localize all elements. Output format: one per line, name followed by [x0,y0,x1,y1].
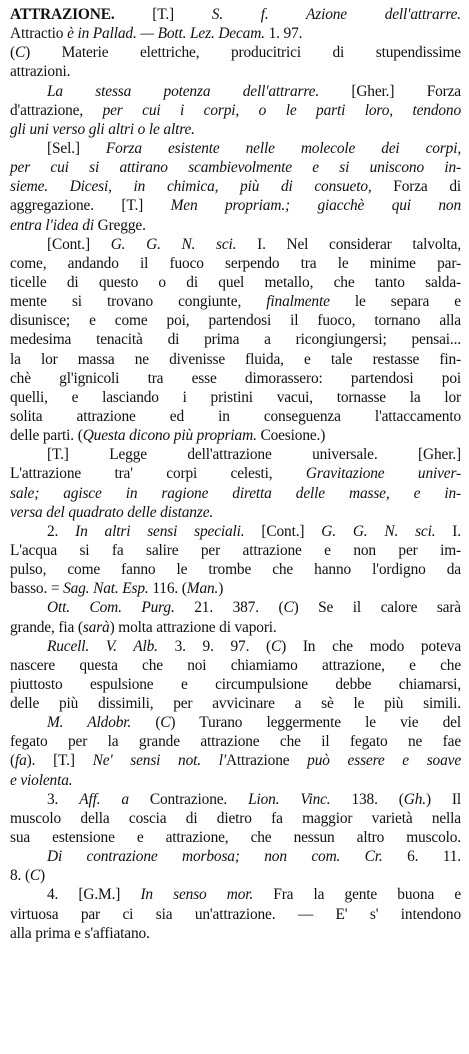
text-line [10,216,461,235]
text-segment: attrazioni. [10,63,71,81]
text-line [10,139,461,158]
text-segment: delle parti. ( [10,427,83,445]
text-segment: ( [10,44,15,62]
text-segment: 1. 97. [264,25,303,43]
text-line [10,924,461,943]
text-line [10,522,461,541]
text-segment: Attractio [10,25,68,43]
text-segment: 3. 9. 97. ( [157,637,271,655]
italic-text: Man. [186,580,219,598]
text-segment: I. [435,522,461,540]
text-segment: Contrazione. [128,790,249,808]
text-segment: sua estensione e attrazione, che nessun altro muscolo. [10,829,461,847]
text-line [10,675,461,694]
italic-text: In senso mor. [140,886,254,904]
text-segment: Forza di [371,178,461,196]
text-line [10,598,461,617]
text-segment: ( [131,714,161,732]
italic-text: Lion. Vinc. [248,790,331,808]
text-segment: mente si trovano congiunte, [10,293,267,311]
text-line [10,618,461,637]
text-segment: ticelle di questo o di quel metallo, che tanto salda- [10,273,461,291]
text-line [10,254,461,273]
text-segment: d'attrazione, [10,101,103,119]
text-line [10,120,461,139]
text-line [10,177,461,196]
italic-text: e violenta. [10,771,73,789]
text-line [10,311,461,330]
text-line [10,484,461,503]
italic-text: finalmente [266,293,330,311]
headword: ATTRAZIONE. [10,6,115,23]
text-segment: 21. 387. ( [174,599,284,617]
text-line [10,847,461,866]
italic-text: S. f. Azione dell'attrarre. [211,6,461,23]
text-segment: ) [40,867,46,885]
text-segment: 8. ( [10,867,30,885]
text-line [10,5,461,24]
text-line [10,158,461,177]
italic-text: sieme. Dicesi, in chimica, più di consueto, [10,178,372,196]
text-line [10,24,461,43]
italic-text: gli uni verso gli altri o le altre. [10,120,195,138]
italic-text: C [283,599,294,617]
text-line [10,732,461,751]
text-line [10,292,461,311]
text-line [10,771,461,790]
italic-text: Rucell. V. Alb. [47,637,158,655]
italic-text: C [29,867,41,885]
text-line [10,560,461,579]
text-segment: Attrazione [225,752,308,770]
text-line [10,579,461,598]
italic-text: In altri sensi speciali. [75,522,245,540]
italic-text: Ne' sensi not. l' [92,752,226,770]
text-line [10,637,461,656]
text-segment: aggregazione. [T.] [10,197,171,215]
text-segment: [T.] [114,6,212,23]
text-line [10,407,461,426]
text-segment: L'acqua si fa salire per attrazione e non per im- [10,541,461,559]
text-line [10,694,461,713]
text-line [10,369,461,388]
text-line [10,751,461,770]
text-segment: pulso, come fanno le trombe che hanno l'ordigno da [10,561,461,579]
text-segment: [T.] Legge dell'attrazione universale. [Gher.] [47,446,461,464]
italic-text: è in Pallad. — Bott. Lez. Decam. [67,25,265,43]
text-segment: alla prima e s'affiatano. [10,924,150,942]
italic-text: Forza esistente nelle molecole dei corpi, [105,139,462,157]
text-segment: fegato per la grande attrazione che il fegato ne fae [10,733,461,751]
text-segment: I. Nel considerar talvolta, [236,235,461,253]
italic-text: G. G. N. sci. [110,235,237,253]
italic-text: sarà [82,618,110,636]
text-line [10,62,461,81]
italic-text: Gravitazione univer- [305,465,461,483]
text-segment: piuttosto espulsione e circumpulsione debbe chiamarsi, [10,675,461,693]
italic-text: La stessa potenza dell'attrarre. [47,82,320,100]
text-segment: delle più dissimili, per avvicinare a sè le più simili. [10,695,461,713]
italic-text: C [14,44,26,62]
text-line [10,426,461,445]
text-segment: ) [218,580,224,598]
text-segment: Fra la gente buona e [253,886,462,904]
italic-text: fa [14,752,27,770]
text-segment: 138. ( [330,790,404,808]
text-segment: 116. ( [148,580,187,598]
text-segment: ( [10,752,15,770]
text-line [10,82,461,101]
text-line [10,101,461,120]
text-line [10,885,461,904]
text-segment: ). [T.] [26,752,93,770]
text-segment: ) molta attrazione di vapori. [109,618,277,636]
text-segment: virtuosa par ci sia un'attrazione. — E' s' intendono [10,905,461,923]
text-line [10,445,461,464]
text-line [10,541,461,560]
italic-text: Ott. Com. Purg. [47,599,175,617]
text-segment: quelli, e lasciando i pristini vacui, tornasse la lor [10,388,461,406]
text-segment: 3. [47,790,80,808]
text-segment: L'attrazione tra' corpi celesti, [10,465,306,483]
italic-text: per cui i corpi, o le parti loro, tendono [102,101,461,119]
text-line [10,196,461,215]
text-line [10,713,461,732]
italic-text: Men propriam.; giacchè qui non [170,197,461,215]
italic-text: sale; agisce in ragione diretta delle masse, e in- [10,484,461,502]
text-segment: chè gl'ignicoli tra esse dimorassero: partendosi poi [10,369,461,387]
text-line [10,235,461,254]
text-segment: [Cont.] [244,522,322,540]
text-line [10,464,461,483]
text-segment: la lor massa ne divenisse fluida, e tale restasse fin- [10,350,461,368]
text-segment: basso. = [10,580,64,598]
text-segment: 6. 11. [382,848,462,866]
italic-text: per cui si attirano scambievolmente e si uniscono in- [10,159,461,177]
text-line [10,350,461,369]
text-segment: nascere questa che noi chiamiamo attrazione, e che [10,656,461,674]
text-segment: [Sel.] [47,139,106,157]
text-line [10,503,461,522]
text-segment: medesima tenacità di prima a ricongiungersi; pensai... [10,331,461,349]
text-segment: come, andando il fuoco serpendo tra le minime par- [10,254,461,272]
text-segment: solita attrazione ed in conseguenza l'attaccamento [10,407,461,425]
text-segment: [Cont.] [47,235,111,253]
text-segment: Gregge. [93,216,146,234]
text-segment: grande, fia ( [10,618,83,636]
italic-text: entra l'idea di [10,216,94,234]
text-segment: ) In che modo poteva [281,637,461,655]
text-segment: 4. [G.M.] [47,886,141,904]
text-line [10,273,461,292]
text-segment: Coesione.) [256,427,326,445]
text-line [10,790,461,809]
italic-text: Aff. a [79,790,129,808]
text-line [10,388,461,407]
text-line [10,43,461,62]
italic-text: Gh. [403,790,426,808]
text-line [10,656,461,675]
italic-text: Sag. Nat. Esp. [63,580,149,598]
text-segment: muscolo della coscia di dietro fa maggior varietà nella [10,809,461,827]
text-line [10,866,461,885]
text-line [10,905,461,924]
text-segment: ) Materie elettriche, producitrici di stupendissime [25,44,461,62]
text-line [10,809,461,828]
text-segment: ) Turano leggermente le vie del [170,714,461,732]
text-line [10,828,461,847]
text-segment: ) Il [425,790,461,808]
text-segment: 2. [47,522,76,540]
text-segment: [Gher.] Forza [319,82,461,100]
text-segment: disunisce; e come poi, partendosi il fuoco, tornano alla [10,312,461,330]
text-segment: le separa e [329,293,461,311]
italic-text: C [271,637,282,655]
italic-text: M. Aldobr. [47,714,132,732]
text-line [10,330,461,349]
italic-text: versa del quadrato delle distanze. [10,503,214,521]
italic-text: Di contrazione morbosa; non com. Cr. [47,848,383,866]
italic-text: Questa dicono più propriam. [82,427,257,445]
italic-text: G. G. N. sci. [321,522,436,540]
text-segment: ) Se il calore sarà [293,599,461,617]
italic-text: C [160,714,171,732]
italic-text: può essere e soave [307,752,461,770]
